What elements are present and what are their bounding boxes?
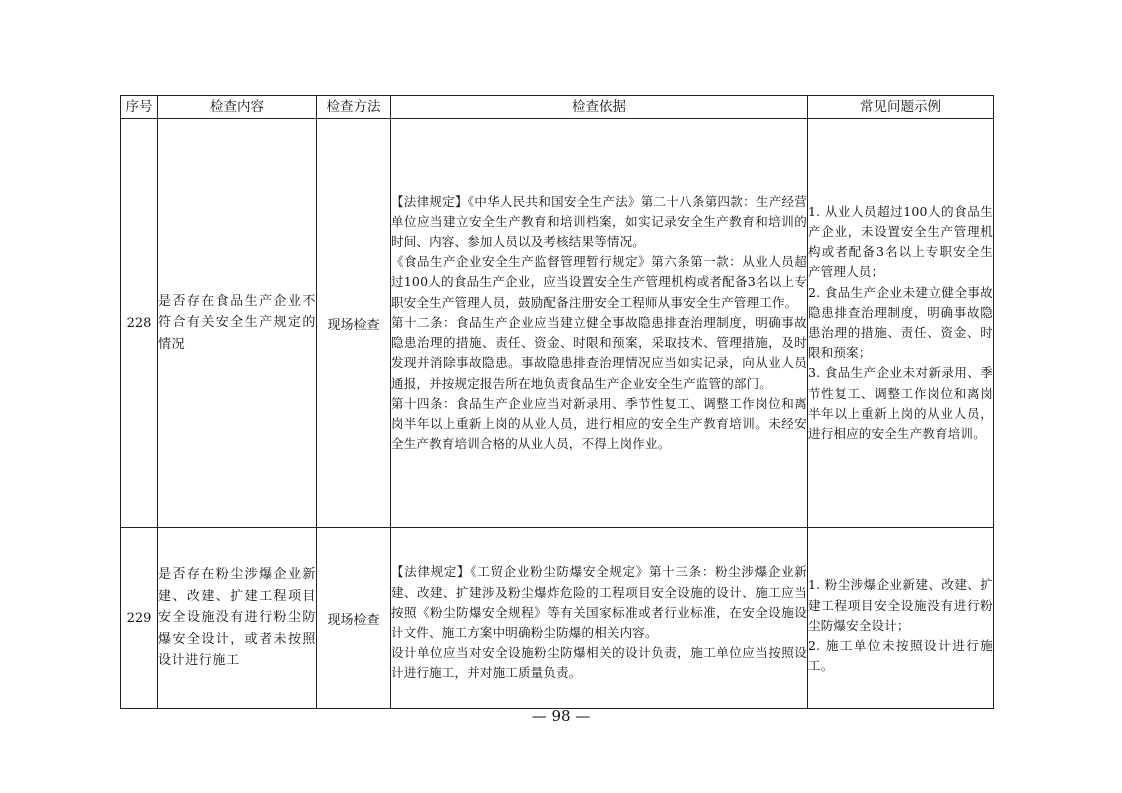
issue-item: 1. 从业人员超过100人的食品生产企业，未设置安全生产管理机构或者配备3名以上专职安全生产管理人员； xyxy=(808,203,993,280)
row-seq: 229 xyxy=(121,528,158,709)
basis-paragraph: 【法律规定】《工贸企业粉尘防爆安全规定》第十三条：粉尘涉爆企业新建、改建、扩建涉及粉尘爆炸危险的工程项目安全设施的设计、施工应当按照《粉尘防爆安全规程》等有关国家标准或者行业标准，在安全设施设计文件、施工方案中明确粉尘防爆的相关内容。 xyxy=(391,564,807,640)
page-number: — 98 — xyxy=(531,707,591,725)
row-method: 现场检查 xyxy=(317,528,391,709)
table-header-row xyxy=(121,96,994,119)
row-issues xyxy=(808,119,994,528)
row-basis xyxy=(391,119,808,528)
basis-paragraph: 设计单位应当对安全设施粉尘防爆相关的设计负责，施工单位应当按照设计进行施工，并对施工质量负责。 xyxy=(391,645,807,681)
issue-item: 2. 食品生产企业未建立健全事故隐患排查治理制度，明确事故隐患治理的措施、责任、资金、时限和预案； xyxy=(808,284,993,361)
header-method: 检查方法 xyxy=(317,96,391,119)
row-method: 现场检查 xyxy=(317,119,391,528)
row-content: 是否存在粉尘涉爆企业新建、改建、扩建工程项目安全设施没有进行粉尘防爆安全设计，或者未按照设计进行施工 xyxy=(158,528,317,709)
header-content: 检查内容 xyxy=(158,96,317,119)
issue-item: 1. 粉尘涉爆企业新建、改建、扩建工程项目安全设施没有进行粉尘防爆安全设计； xyxy=(808,577,993,633)
basis-paragraph: 《食品生产企业安全生产监督管理暂行规定》第六条第一款：从业人员超过100人的食品生产企业，应当设置安全生产管理机构或者配备3名以上专职安全生产管理人员，鼓励配备注册安全工程师从事安全生产管理工作。 xyxy=(391,254,807,310)
basis-paragraph: 第十四条：食品生产企业应当对新录用、季节性复工、调整工作岗位和离岗半年以上重新上岗的从业人员，进行相应的安全生产教育培训。未经安全生产教育培训合格的从业人员，不得上岗作业。 xyxy=(391,395,807,452)
header-issues: 常见问题示例 xyxy=(808,96,994,119)
header-basis: 检查依据 xyxy=(391,96,808,119)
basis-paragraph: 第十二条：食品生产企业应当建立健全事故隐患排查治理制度，明确事故隐患治理的措施、责任、资金、时限和预案，采取技术、管理措施，及时发现并消除事故隐患。事故隐患排查治理情况应当如实记录，向从业人员通报，并按规定报告所在地负责食品生产企业安全生产监管的部门。 xyxy=(391,314,807,391)
inspection-table xyxy=(120,95,994,709)
issue-item: 3. 食品生产企业未对新录用、季节性复工、调整工作岗位和离岗半年以上重新上岗的从业人员，进行相应的安全生产教育培训。 xyxy=(808,365,993,442)
row-content: 是否存在食品生产企业不符合有关安全生产规定的情况 xyxy=(158,119,317,528)
row-basis xyxy=(391,528,808,709)
basis-paragraph: 【法律规定】《中华人民共和国安全生产法》第二十八条第四款：生产经营单位应当建立安全生产教育和培训档案，如实记录安全生产教育和培训的时间、内容、参加人员以及考核结果等情况。 xyxy=(391,193,807,250)
row-seq: 228 xyxy=(121,119,158,528)
table-row xyxy=(121,119,994,528)
row-issues xyxy=(808,528,994,709)
header-seq: 序号 xyxy=(121,96,158,119)
issue-item: 2. 施工单位未按照设计进行施工。 xyxy=(808,638,993,674)
table-row xyxy=(121,528,994,709)
